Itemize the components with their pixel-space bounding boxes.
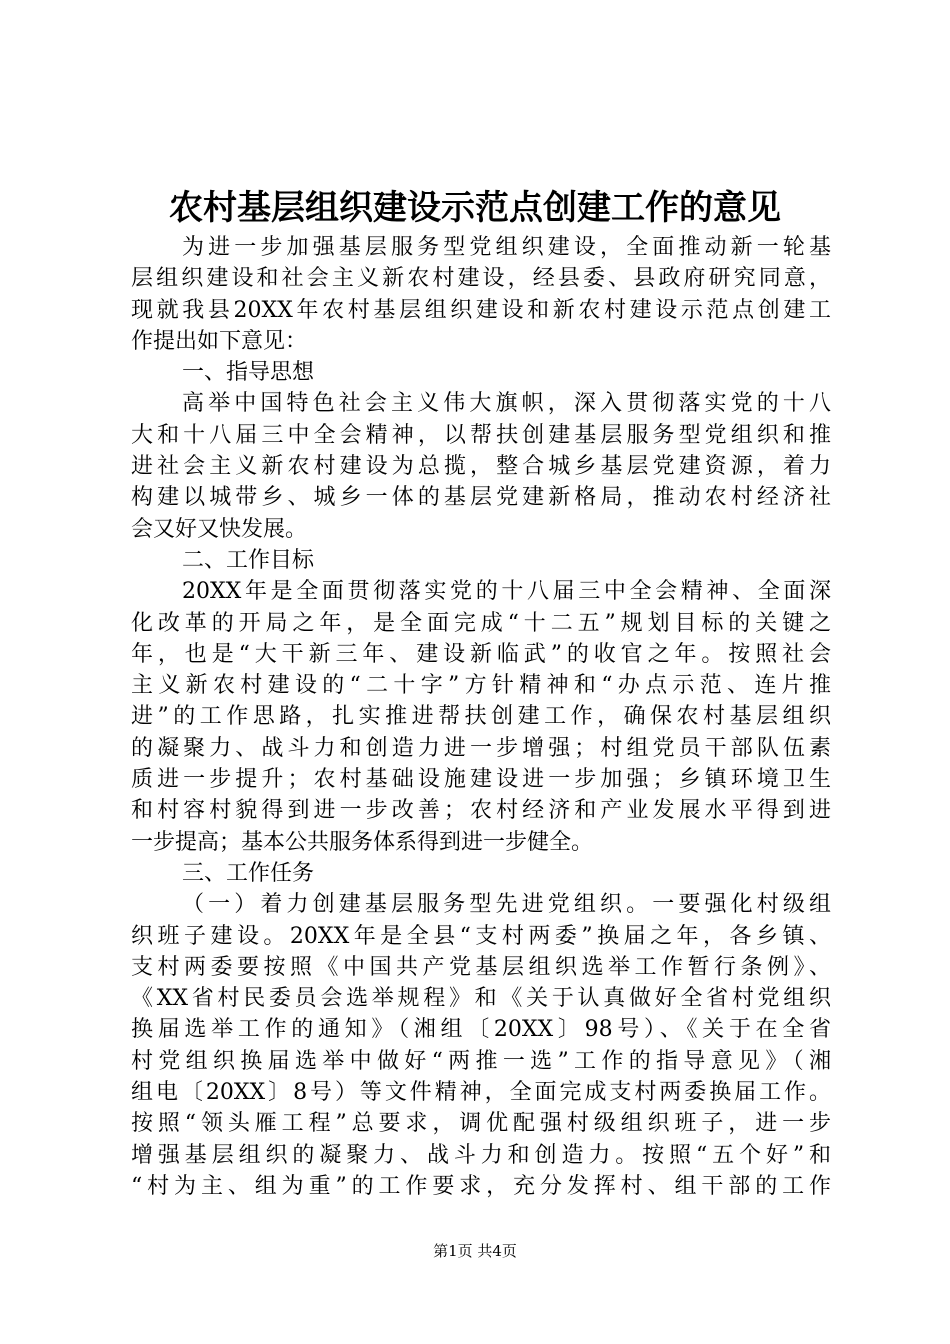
document-body <box>131 232 831 1202</box>
section-heading: 三、工作任务 <box>182 860 315 886</box>
body-line: 为进一步加强基层服务型党组织建设，全面推动新一轮基 <box>182 235 831 260</box>
body-line: “村为主、组为重”的工作要求，充分发挥村、组干部的工作 <box>131 1173 831 1199</box>
body-line: 作提出如下意见： <box>131 328 308 354</box>
body-line: 现就我县20XX年农村基层组织建设和新农村建设示范点创建工 <box>131 297 831 323</box>
body-line: 进社会主义新农村建设为总揽，整合城乡基层党建资源，着力 <box>131 454 831 480</box>
body-line: 《XX省村民委员会选举规程》和《关于认真做好全省村党组织 <box>131 986 831 1012</box>
section-heading: 二、工作目标 <box>182 547 315 573</box>
body-line: 20XX年是全面贯彻落实党的十八届三中全会精神、全面深 <box>182 579 831 605</box>
body-line: 主义新农村建设的“二十字”方针精神和“办点示范、连片推 <box>131 673 831 699</box>
body-line: 增强基层组织的凝聚力、战斗力和创造力。按照“五个好”和 <box>131 1142 831 1168</box>
body-line: 大和十八届三中全会精神，以帮扶创建基层服务型党组织和推 <box>131 422 831 448</box>
body-line: 支村两委要按照《中国共产党基层组织选举工作暂行条例》、 <box>131 954 831 980</box>
body-line: 一步提高；基本公共服务体系得到进一步健全。 <box>131 829 594 855</box>
body-line: 会又好又快发展。 <box>131 516 308 542</box>
body-line: 质进一步提升；农村基础设施建设进一步加强；乡镇环境卫生 <box>131 767 831 793</box>
body-line: 化改革的开局之年，是全面完成“十二五”规划目标的关键之 <box>131 610 831 636</box>
page-number-footer: 第1页 共4页 <box>433 1242 517 1260</box>
body-line: 进”的工作思路，扎实推进帮扶创建工作，确保农村基层组织 <box>131 704 831 730</box>
section-heading: 一、指导思想 <box>182 360 315 386</box>
body-line: 按照“领头雁工程”总要求，调优配强村级组织班子，进一步 <box>131 1111 831 1137</box>
body-line: 组电〔20XX〕8号）等文件精神，全面完成支村两委换届工作。 <box>131 1080 831 1106</box>
body-line: 高举中国特色社会主义伟大旗帜，深入贯彻落实党的十八 <box>182 391 831 417</box>
body-line: （一）着力创建基层服务型先进党组织。一要强化村级组 <box>182 892 831 918</box>
body-line: 村党组织换届选举中做好“两推一选”工作的指导意见》（湘 <box>131 1048 831 1074</box>
body-line: 构建以城带乡、城乡一体的基层党建新格局，推动农村经济社 <box>131 485 831 511</box>
body-line: 换届选举工作的通知》（湘组〔20XX〕98号）、《关于在全省 <box>131 1017 831 1043</box>
body-line: 的凝聚力、战斗力和创造力进一步增强；村组党员干部队伍素 <box>131 735 831 761</box>
body-line: 年，也是“大干新三年、建设新临武”的收官之年。按照社会 <box>131 641 831 667</box>
body-line: 织班子建设。20XX年是全县“支村两委”换届之年，各乡镇、 <box>131 923 831 949</box>
body-line: 层组织建设和社会主义新农村建设，经县委、县政府研究同意， <box>131 266 831 292</box>
document-title: 农村基层组织建设示范点创建工作的意见 <box>169 188 781 228</box>
body-line: 和村容村貌得到进一步改善；农村经济和产业发展水平得到进 <box>131 798 831 824</box>
